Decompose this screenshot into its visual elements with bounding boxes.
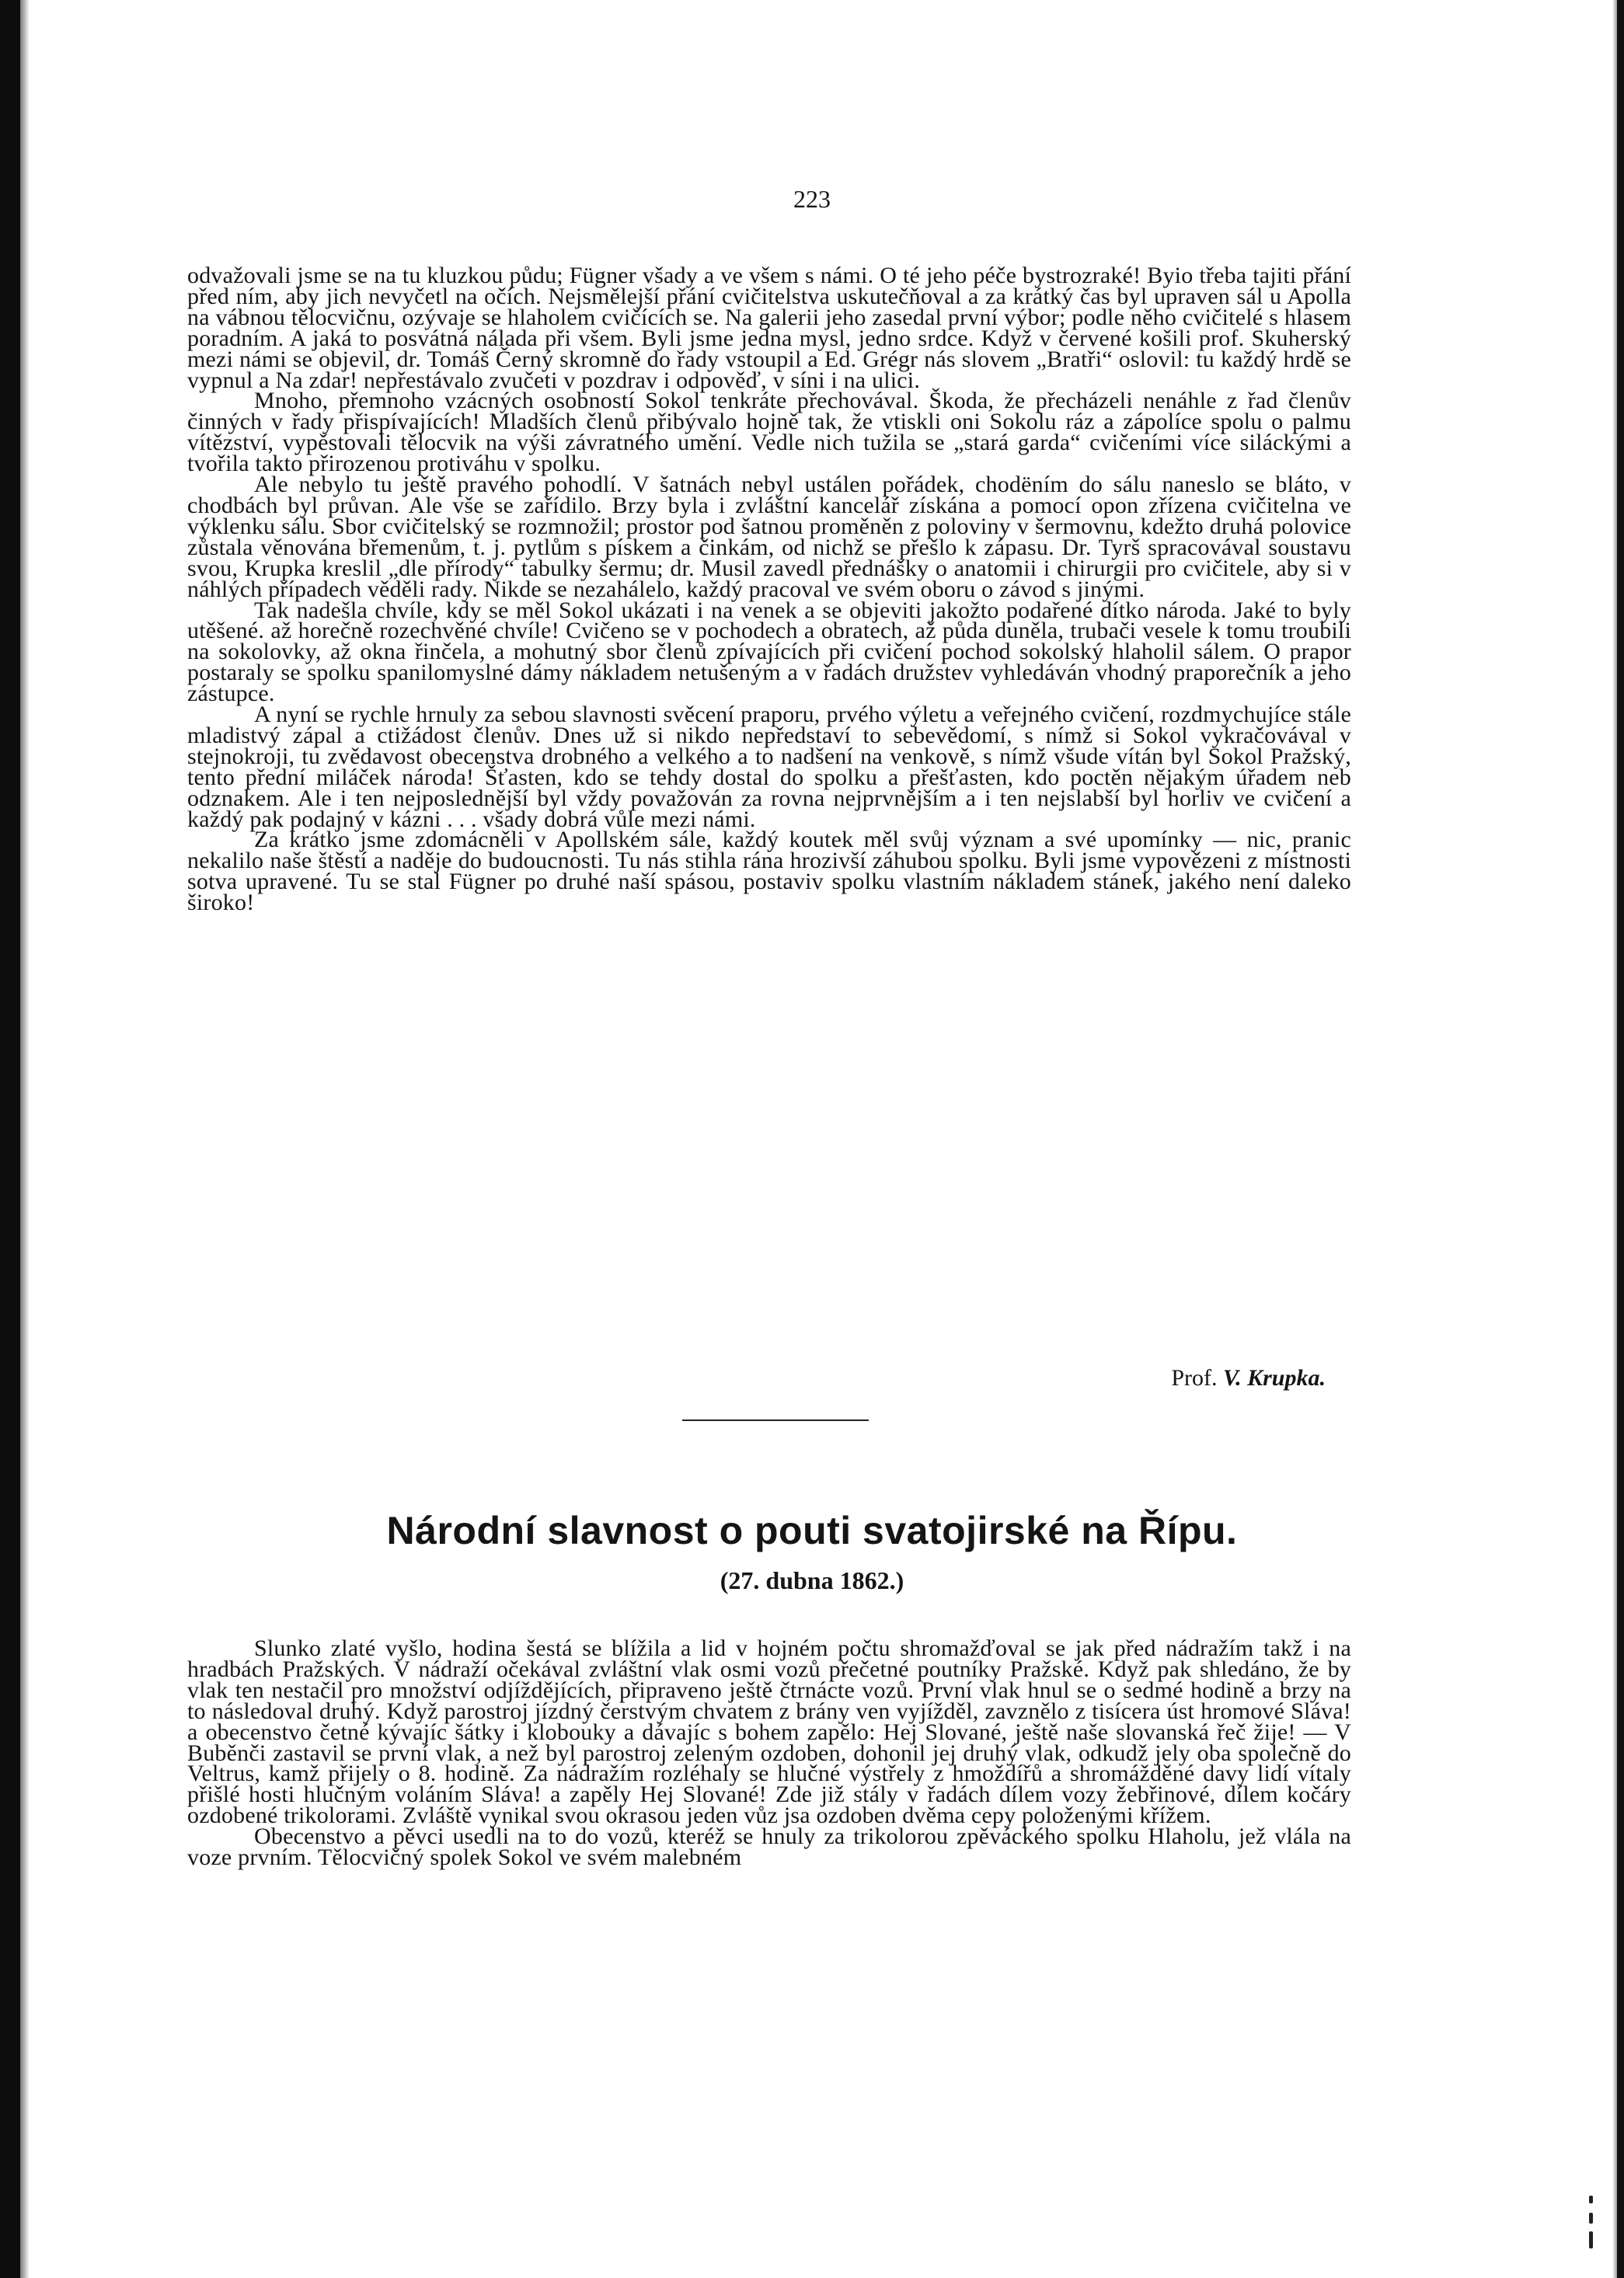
article-body-recollections <box>187 263 1351 916</box>
paragraph: Obecenstvo a pěvci usedli na to do vozů, kteréž se hnuly za trikolorou zpěváckého spolku Hlaholu, jež vlála na voze prvním. Tělocvičný spolek Sokol ve svém malebném <box>187 1823 1351 1871</box>
scan-edge-left-shadow <box>20 0 30 2278</box>
article-date: (27. dubna 1862.) <box>720 1566 904 1594</box>
signature-name: V. Krupka. <box>1222 1365 1326 1391</box>
paragraph: Tak nadešla chvíle, kdy se měl Sokol ukázati i na venek a se objeviti jakožto podařené dítko národa. Jaké to byly utěšené. až horečně rozechvěné chvíle! Cvičeno se v pochodech a obratech, až půda duněla, trubači vesele k tomu troubili na sokolovky, až okna řinčela, a mohutný sbor členů zpívajících při cvičení pochod sokolský hlaholil sálem. O prapor postaraly se spolku spanilomyslné dámy nákladem netušeným a v řadách družstev vyhledáván vhodný praporečník a jeho zástupce. <box>187 597 1351 707</box>
article-title: Národní slavnost o pouti svatojirské na Řípu. <box>386 1509 1238 1552</box>
paragraph: Ale nebylo tu ještě pravého pohodlí. V šatnách nebyl ustálen pořádek, chodëním do sálu naneslo se bláto, v chodbách byl průvan. Ale vše se zařídilo. Brzy byla i zvláštní kancelář získána a pomocí opon zřízena cvičitelna ve výklenku sálu. Sbor cvičitelský se rozmnožil; prostor pod šatnou proměněn z poloviny v šermovnu, kdežto druhá polovice zůstala věnována břemenům, t. j. pytlům s pískem a činkám, od nichž se přešlo k zápasu. Dr. Tyrš spracovával soustavu svou, Krupka kreslil „dle přírody“ tabulky šermu; dr. Musil zavedl přednášky o anatomii i chirurgii pro cvičitele, aby si v náhlých případech věděli rady. Nikde se nezahálelo, každý pracoval ve svém oboru o závod s jinými. <box>187 472 1351 602</box>
paragraph: Slunko zlaté vyšlo, hodina šestá se blížila a lid v hojném počtu shromažďoval se jak před nádražím takž i na hradbách Pražských. V nádraží očekával zvláštní vlak osmi vozů přečetné poutníky Pražské. Když pak shledáno, že by vlak ten nestačil pro množství odjíždějících, připraveno ještě čtrnácte vozů. První vlak hnul se o sedmé hodině a brzy na to následoval druhý. Když parostroj jízdný čerstvým chvatem z brány ven vyjížděl, zavznělo z tisícera úst hromové Sláva! a obecenstvo četné kývajíc šátky i klobouky a dávajíc s bohem zapělo: Hej Slované, ještě naše slovanská řeč žije! — V Buběnči zastavil se první vlak, a než byl parostroj zeleným ozdoben, dohonil jej druhý vlak, odkudž jely oba společně do Veltrus, kamž přijely o 8. hodině. Za nádražím rozléhaly se hlučné výstřely z hmoždířů a shromážděné davy lidí vítaly přišlé hosti hlučným voláním Sláva! a zapěly Hej Slované! Zde již stály v řadách dílem vozy žebřinové, dílem kočáry ozdobené trikolorami. Zvláště vynikal svou okrasou jeden vůz jsa ozdoben dvěma cepy položenými křížem. <box>187 1635 1351 1829</box>
signature-prefix: Prof. <box>1171 1365 1223 1391</box>
paragraph: odvažovali jsme se na tu kluzkou půdu; Fügner všady a ve všem s námi. O té jeho péče bystrozraké! Byio třeba tajiti přání před ním, aby jich nevyčetl na očích. Nejsmělejší přání cvičitelstva uskutečňoval a za krátký čas byl upraven sál u Apolla na vábnou tělocvičnu, ozývaje se hlaholem cvičících se. Na galerii jeho zasedal první výbor; podle něho cvičitelé s hlasem poradním. A jaká to posvátná nálada při všem. Byli jsme jedna mysl, jedno srdce. Když v červené košili prof. Skuherský mezi námi se objevil, dr. Tomáš Černý skromně do řady vstoupil a Ed. Grégr nás slovem „Bratři“ oslovil: tu každý hrdě se vypnul a Na zdar! nepřestávalo zvučeti v pozdrav i odpověď, v síni i na ulici. <box>187 263 1351 393</box>
article-body-rip-festival <box>187 1635 1351 1871</box>
scan-speck <box>1589 2213 1593 2224</box>
page-number: 223 <box>793 185 831 213</box>
scan-speck <box>1589 2196 1593 2203</box>
scan-edge-right-shadow <box>1612 0 1617 2278</box>
scan-edge-right <box>1617 0 1624 2278</box>
author-signature <box>187 1365 1326 1392</box>
paragraph: A nyní se rychle hrnuly za sebou slavnosti svěcení praporu, prvého výletu a veřejného cvičení, rozdmychujíce stále mladistvý zápal a ctižádost členův. Dnes už si nikdo nepředstaví to sebevědomí, s nímž si Sokol vykračovával v stejnokroji, tu zvědavost obecenstva drobného a velkého a to nadšení na venkově, s nímž všude vítán byl Sokol Pražský, tento přední miláček národa! Šťasten, kdo se tehdy dostal do spolku a přešťasten, kdo poctěn nějakým úřadem neb odznakem. Ale i ten nejposlednější byl vždy považován za rovna nejprvnějším a i ten nejslabší byl horliv ve cvičení a každý pak podajný v kázni . . . všady dobrá vůle mezi námi. <box>187 702 1351 832</box>
scan-speck <box>1589 2231 1593 2248</box>
scan-edge-left <box>0 0 20 2278</box>
section-divider <box>682 1419 869 1421</box>
paragraph: Za krátko jsme zdomácněli v Apollském sále, každý koutek měl svůj význam a své upomínky — nic, pranic nekalilo naše štěstí a naděje do budoucnosti. Tu nás stihla rána hrozivší záhubou spolku. Byli jsme vypovězeni z místnosti sotva upravené. Tu se stal Fügner po druhé naší spásou, postaviv spolku vlastním nákladem stánek, jakého není daleko široko! <box>187 827 1351 916</box>
paragraph: Mnoho, přemnoho vzácných osobností Sokol tenkráte přechovával. Škoda, že přecházeli nenáhle z řad členův činných v řady přispívajících! Mladších členů přibývalo hojně tak, že vtiskli oni Sokolu ráz a zápolíce spolu o palmu vítězství, vypěstovali tělocvik na výši závratného umění. Vedle nich tužila se „stará garda“ cvičeními více siláckými a tvořila takto přirozenou protiváhu v spolku. <box>187 388 1351 477</box>
